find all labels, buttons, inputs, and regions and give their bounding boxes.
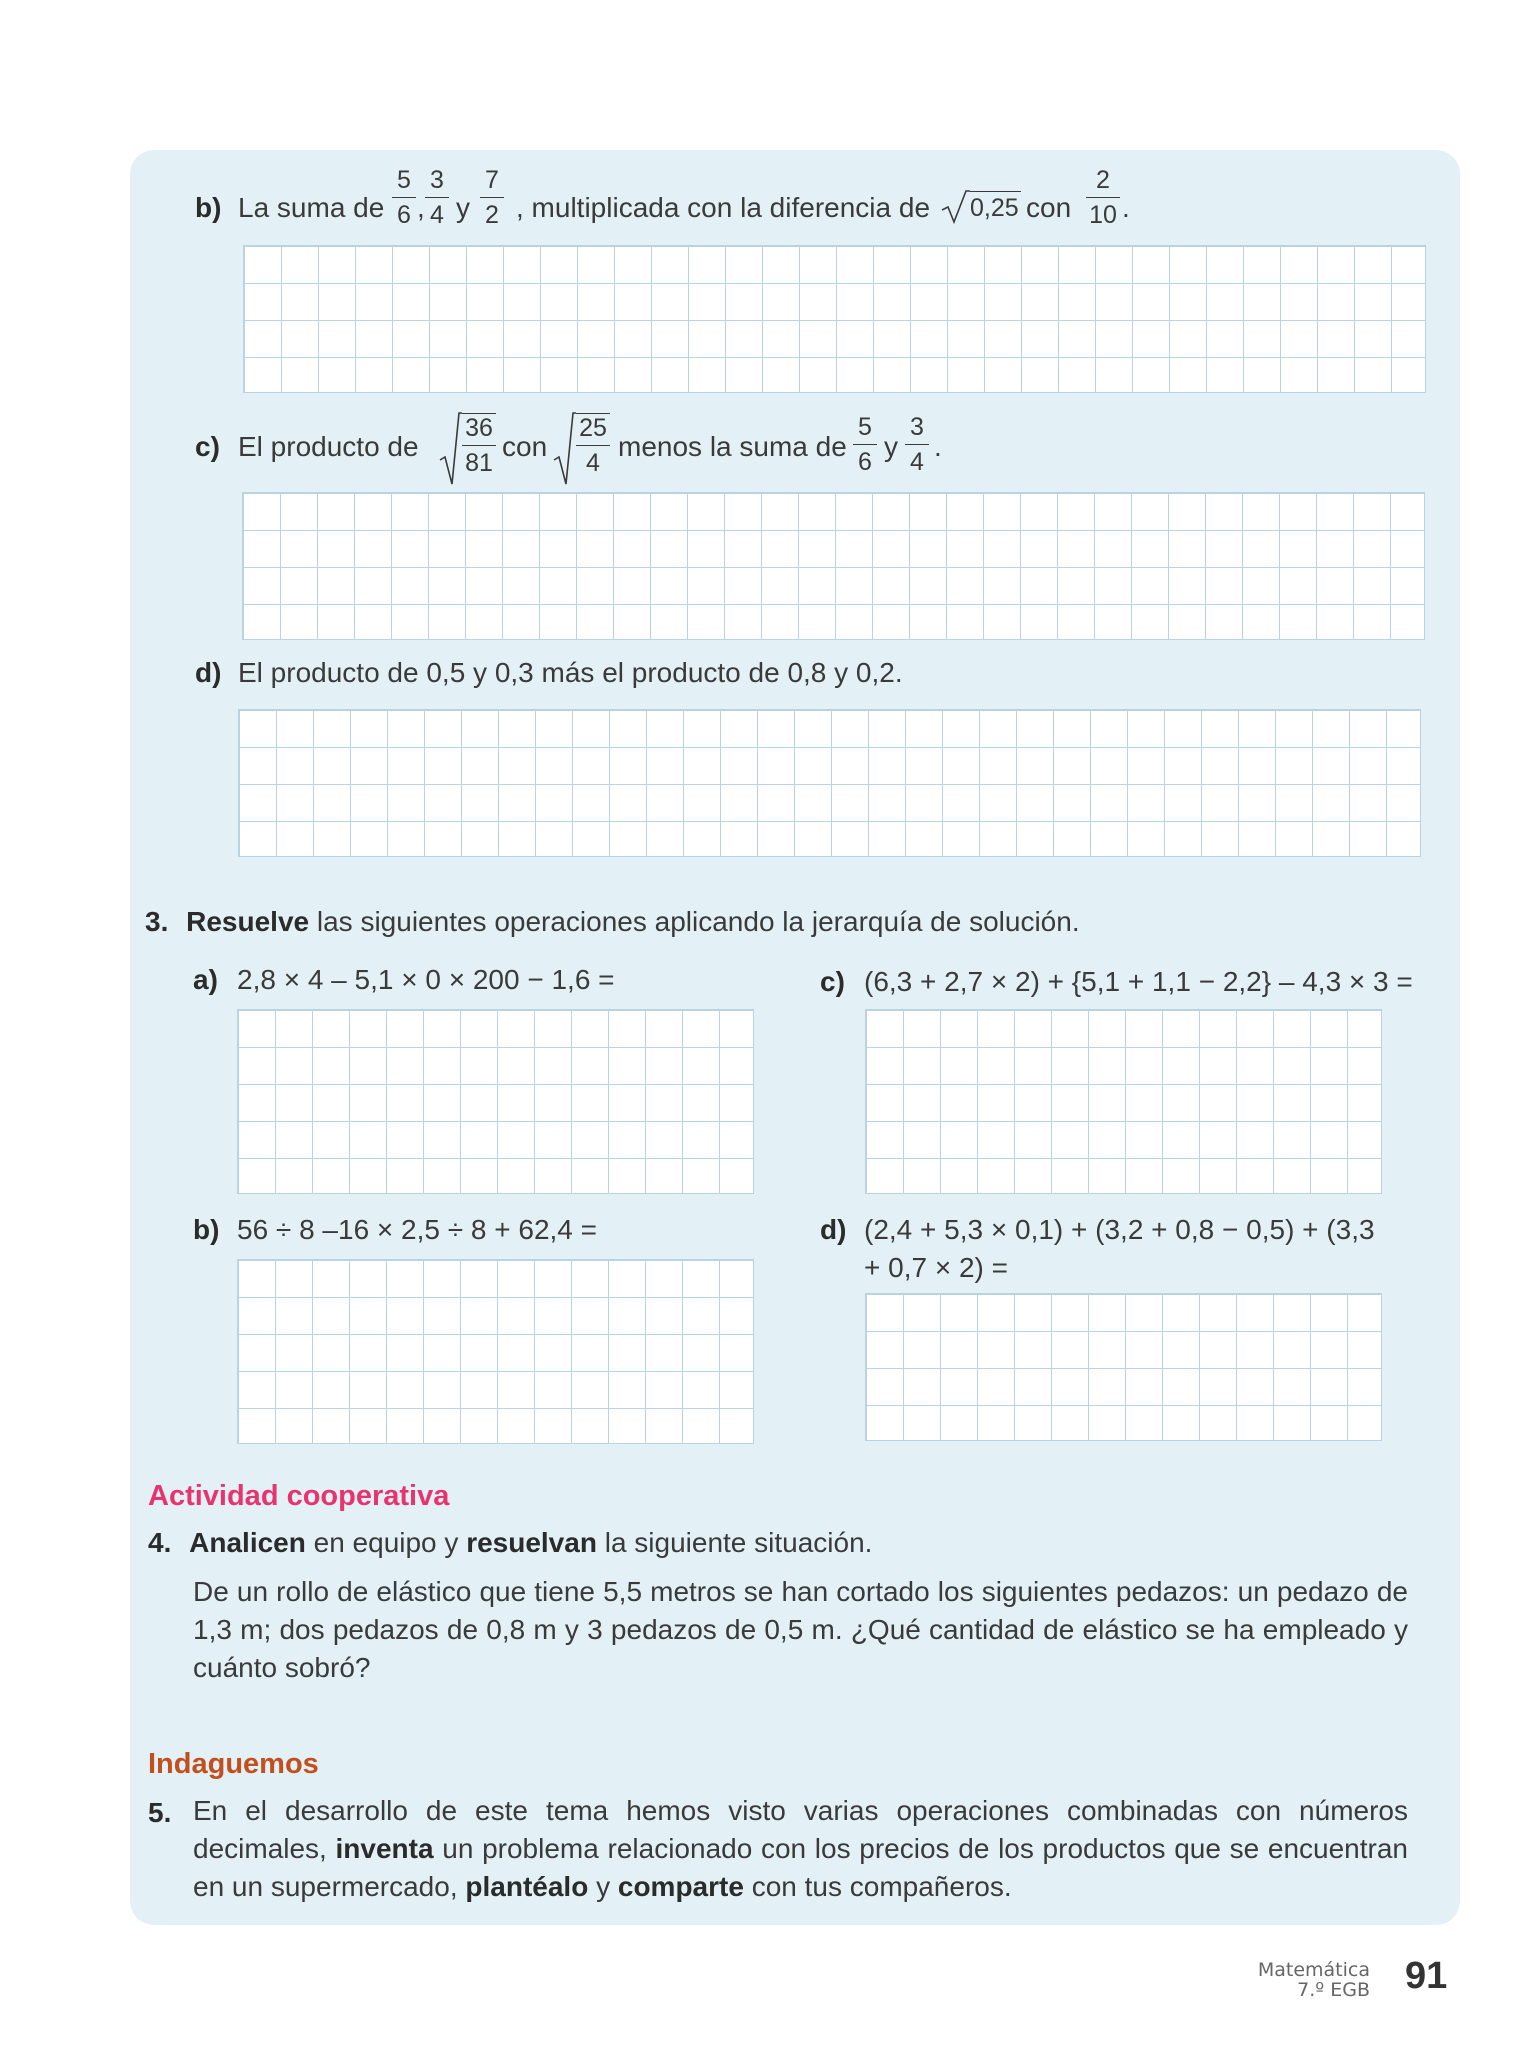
item-label-3a: a) [193, 964, 218, 995]
item-label-2b: b) [195, 192, 222, 223]
answer-grid-3c[interactable] [865, 1009, 1382, 1194]
expression-3d-line-1: (2,4 + 5,3 × 0,1) + (3,2 + 0,8 − 0,5) + (3,3 [864, 1214, 1375, 1245]
exercise-3-instruction [145, 905, 1080, 939]
denominator: 4 [910, 448, 924, 476]
instruction-text: y [588, 1871, 618, 1902]
numerator: 5 [858, 413, 872, 441]
page-number: 91 [1405, 1955, 1448, 1997]
instruction-verb: comparte [617, 1871, 744, 1902]
item-2b-text-1: La suma de [238, 192, 385, 223]
exercise-4-problem: De un rollo de elástico que tiene 5,5 metros se han cortado los siguientes pedazos: un pedazo de 1,3 m; dos pedazos de 0,8 m y 3 pedazos de 0,5 m. ¿Qué cantidad de elástico se ha empleado y cuánto sobró? [193, 1576, 1408, 1683]
answer-grid-2b[interactable] [243, 245, 1426, 393]
grade-level: 7.º EGB [1297, 1979, 1370, 2001]
root-25-4 [576, 413, 610, 477]
instruction-text: En el desarrollo de este tema hemos visto varias operaciones combinadas con números decimales, [193, 1795, 1408, 1864]
answer-grid-3d[interactable] [865, 1293, 1382, 1441]
instruction-verb: Resuelve [186, 906, 310, 937]
denominator: 4 [586, 449, 600, 477]
instruction-text: las siguientes operaciones aplicando la jerarquía de solución. [309, 906, 1080, 937]
item-2c-text-2: con [502, 431, 548, 462]
fraction-3-4 [425, 166, 449, 229]
item-label-3c: c) [820, 966, 845, 997]
item-2d-text: El producto de 0,5 y 0,3 más el producto de 0,8 y 0,2. [238, 657, 903, 688]
numerator: 7 [485, 166, 499, 194]
instruction-verb: plantéalo [465, 1871, 589, 1902]
numerator: 2 [1096, 166, 1110, 194]
numerator: 5 [397, 166, 411, 194]
numerator: 3 [910, 413, 924, 441]
denominator: 4 [430, 201, 444, 229]
instruction-verb: resuelvan [466, 1527, 597, 1558]
item-label-3b: b) [193, 1214, 220, 1245]
exercise-number: 4. [148, 1527, 172, 1558]
denominator: 81 [465, 449, 493, 477]
item-2b-text-3: con [1026, 192, 1072, 223]
expression-3d-line-2: + 0,7 × 2) = [864, 1252, 1008, 1283]
root-36-81 [462, 413, 496, 477]
fraction-5-6 [392, 166, 416, 229]
exercise-5-text [193, 1792, 1408, 1906]
instruction-verb: Analicen [189, 1527, 306, 1558]
denominator: 6 [858, 448, 872, 476]
square-root-icon [552, 410, 576, 486]
denominator: 2 [485, 201, 499, 229]
fraction-2-10 [1086, 166, 1120, 229]
expression-3a: 2,8 × 4 – 5,1 × 0 × 200 − 1,6 = [237, 964, 615, 995]
numerator: 36 [465, 414, 493, 442]
answer-grid-3b[interactable] [237, 1259, 754, 1444]
subject-name: Matemática [1257, 1959, 1370, 1981]
answer-grid-2d[interactable] [238, 709, 1421, 857]
numerator: 25 [579, 414, 607, 442]
answer-grid-2c[interactable] [242, 492, 1425, 640]
exercise-number: 5. [148, 1797, 172, 1828]
fraction-36-81 [462, 414, 496, 477]
answer-grid-3a[interactable] [237, 1009, 754, 1194]
item-label-3d: d) [820, 1214, 847, 1245]
instruction-verb: inventa [335, 1833, 434, 1864]
root-value: 0,25 [970, 191, 1021, 224]
item-2c-text-3: menos la suma de [618, 431, 847, 462]
fraction-7-2 [480, 166, 504, 229]
item-label-2d: d) [195, 657, 222, 688]
item-2b-text-2: , multiplicada con la diferencia de [516, 192, 931, 223]
item-label-2c: c) [195, 431, 220, 462]
numerator: 3 [430, 166, 444, 194]
expression-3c: (6,3 + 2,7 × 2) + {5,1 + 1,1 − 2,2} – 4,3 × 3 = [864, 966, 1413, 997]
square-root-icon [438, 410, 462, 486]
cooperative-activity-heading: Actividad cooperativa [148, 1480, 450, 1512]
denominator: 10 [1089, 201, 1117, 229]
denominator: 6 [397, 201, 411, 229]
fraction-25-4 [576, 414, 610, 477]
research-heading: Indaguemos [148, 1748, 319, 1780]
square-root-icon [940, 188, 970, 226]
comma: , [417, 192, 425, 223]
exercise-number: 3. [145, 906, 169, 937]
instruction-text: la siguiente situación. [596, 1527, 873, 1558]
instruction-text: un problema relacionado con los precios de los productos que se encuentran en un supermercado, [193, 1833, 1408, 1902]
instruction-text: con tus compañeros. [743, 1871, 1012, 1902]
period: . [934, 431, 942, 462]
period: . [1122, 192, 1130, 223]
expression-3b: 56 ÷ 8 –16 × 2,5 ÷ 8 + 62,4 = [237, 1214, 598, 1245]
footer-subject [1200, 1960, 1370, 2000]
conjunction-y: y [884, 431, 898, 462]
item-2c-text-1: El producto de [238, 431, 419, 462]
instruction-text: en equipo y [305, 1527, 467, 1558]
fraction-3-4 [905, 413, 929, 476]
fraction-5-6 [853, 413, 877, 476]
exercise-4-instruction [148, 1526, 872, 1560]
conjunction-y: y [456, 192, 470, 223]
